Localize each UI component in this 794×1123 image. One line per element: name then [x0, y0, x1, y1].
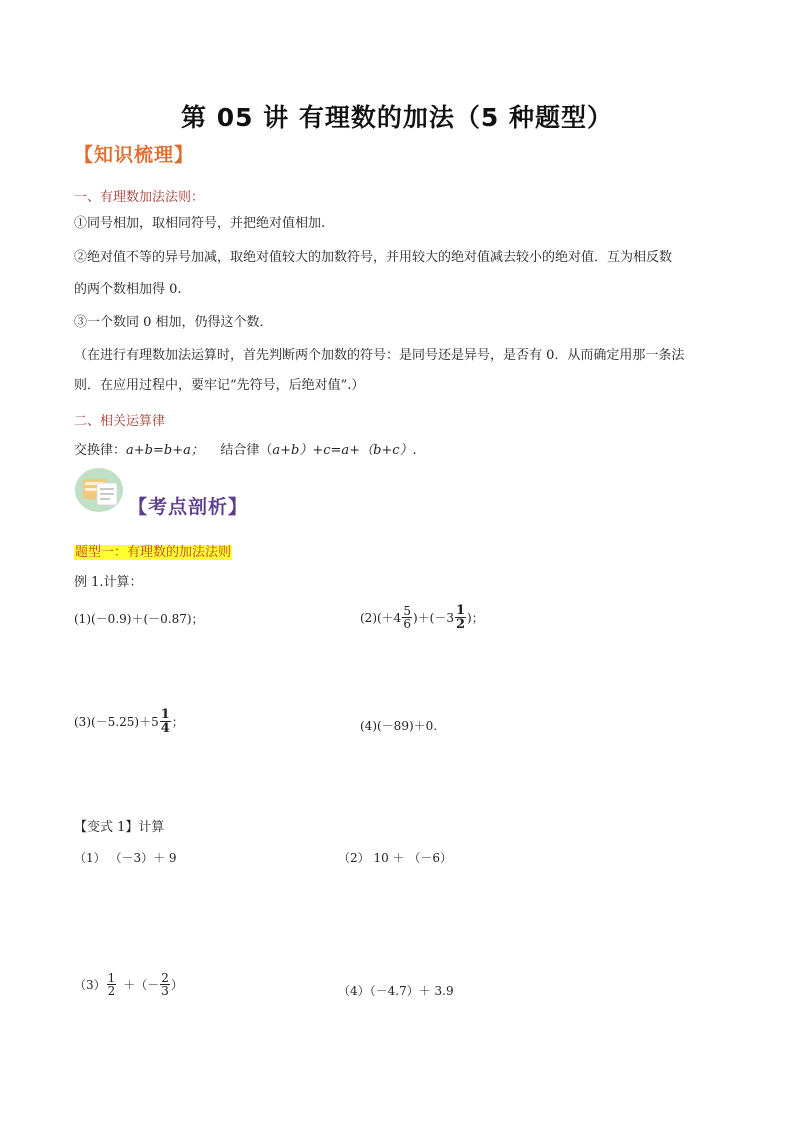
fraction-1-2-variant: $\frac{1}{2}$	[107, 971, 116, 998]
type1-label-wrap	[74, 541, 232, 560]
example1-q3	[74, 708, 184, 735]
notes-icon	[74, 467, 124, 513]
fraction-5-6: $\frac{5}{6}$	[403, 604, 411, 631]
commutative-law: a+b=b+a；	[126, 443, 204, 458]
rule1: ①同号相加，取相同符号，并把绝对值相加.	[74, 216, 326, 231]
example1-q1: (1)(－0.9)＋(－0.87)；	[74, 612, 204, 626]
rule2-line2: 的两个数相加得 0.	[74, 282, 182, 297]
variant1-q2: （2） 10 ＋ （－6）	[338, 851, 452, 865]
v-q3-post: ）	[170, 977, 183, 992]
fraction-1-4: $\frac{1}{4}$	[160, 707, 170, 736]
rule2-line1: ②绝对值不等的异号加减，取绝对值较大的加数符号，并用较大的绝对值减去较小的绝对值．互为相反数	[74, 250, 673, 265]
analysis-header: 【考点剖析】	[128, 496, 249, 518]
q2-post: )；	[467, 610, 484, 625]
rule3: ③一个数同 0 相加，仍得这个数．	[74, 315, 273, 330]
knowledge-header: 【知识梳理】	[74, 144, 195, 166]
associative-law: a+b）+c=a+（b+c）.	[272, 443, 417, 458]
q3-post: ；	[171, 714, 184, 729]
section1-heading: 一、有理数加法法则：	[74, 190, 205, 205]
example1-q4: (4)(－89)＋0.	[360, 719, 438, 733]
variant1-q4: （4）（－4.7）＋ 3.9	[338, 984, 454, 998]
variant1-label: 【变式 1】计算	[74, 820, 165, 835]
associative-label: 结合律（	[220, 443, 273, 458]
example1-q2	[360, 604, 484, 631]
variant1-q1: （1） （－3）＋ 9	[74, 851, 177, 865]
example1-label: 例 1.计算：	[74, 575, 143, 590]
type1-label: 题型一：有理数的加法法则	[75, 545, 232, 560]
section2-heading: 二、相关运算律	[74, 414, 166, 429]
q2-mid: )＋(－3	[412, 610, 454, 625]
q3-pre: (3)(－5.25)＋5	[74, 714, 159, 729]
variant1-q3	[74, 972, 183, 997]
note-line2: 则．在应用过程中，要牢记“先符号，后绝对值”.）	[74, 378, 365, 393]
v-q3-mid: ＋（－	[123, 977, 160, 992]
fraction-1-2: $\frac{1}{2}$	[455, 603, 466, 632]
commutative-label: 交换律：	[74, 443, 127, 458]
note-line1: （在进行有理数加法运算时，首先判断两个加数的符号：是同号还是异号，是否有 0．从而确定用那一条法	[74, 348, 685, 363]
fraction-2-3-variant: $\frac{2}{3}$	[161, 971, 169, 998]
laws-line	[74, 441, 417, 461]
page-title: 第 05 讲 有理数的加法（5 种题型）	[180, 103, 613, 132]
v-q3-pre: （3）	[74, 977, 106, 992]
q2-pre: (2)(＋4	[360, 610, 402, 625]
